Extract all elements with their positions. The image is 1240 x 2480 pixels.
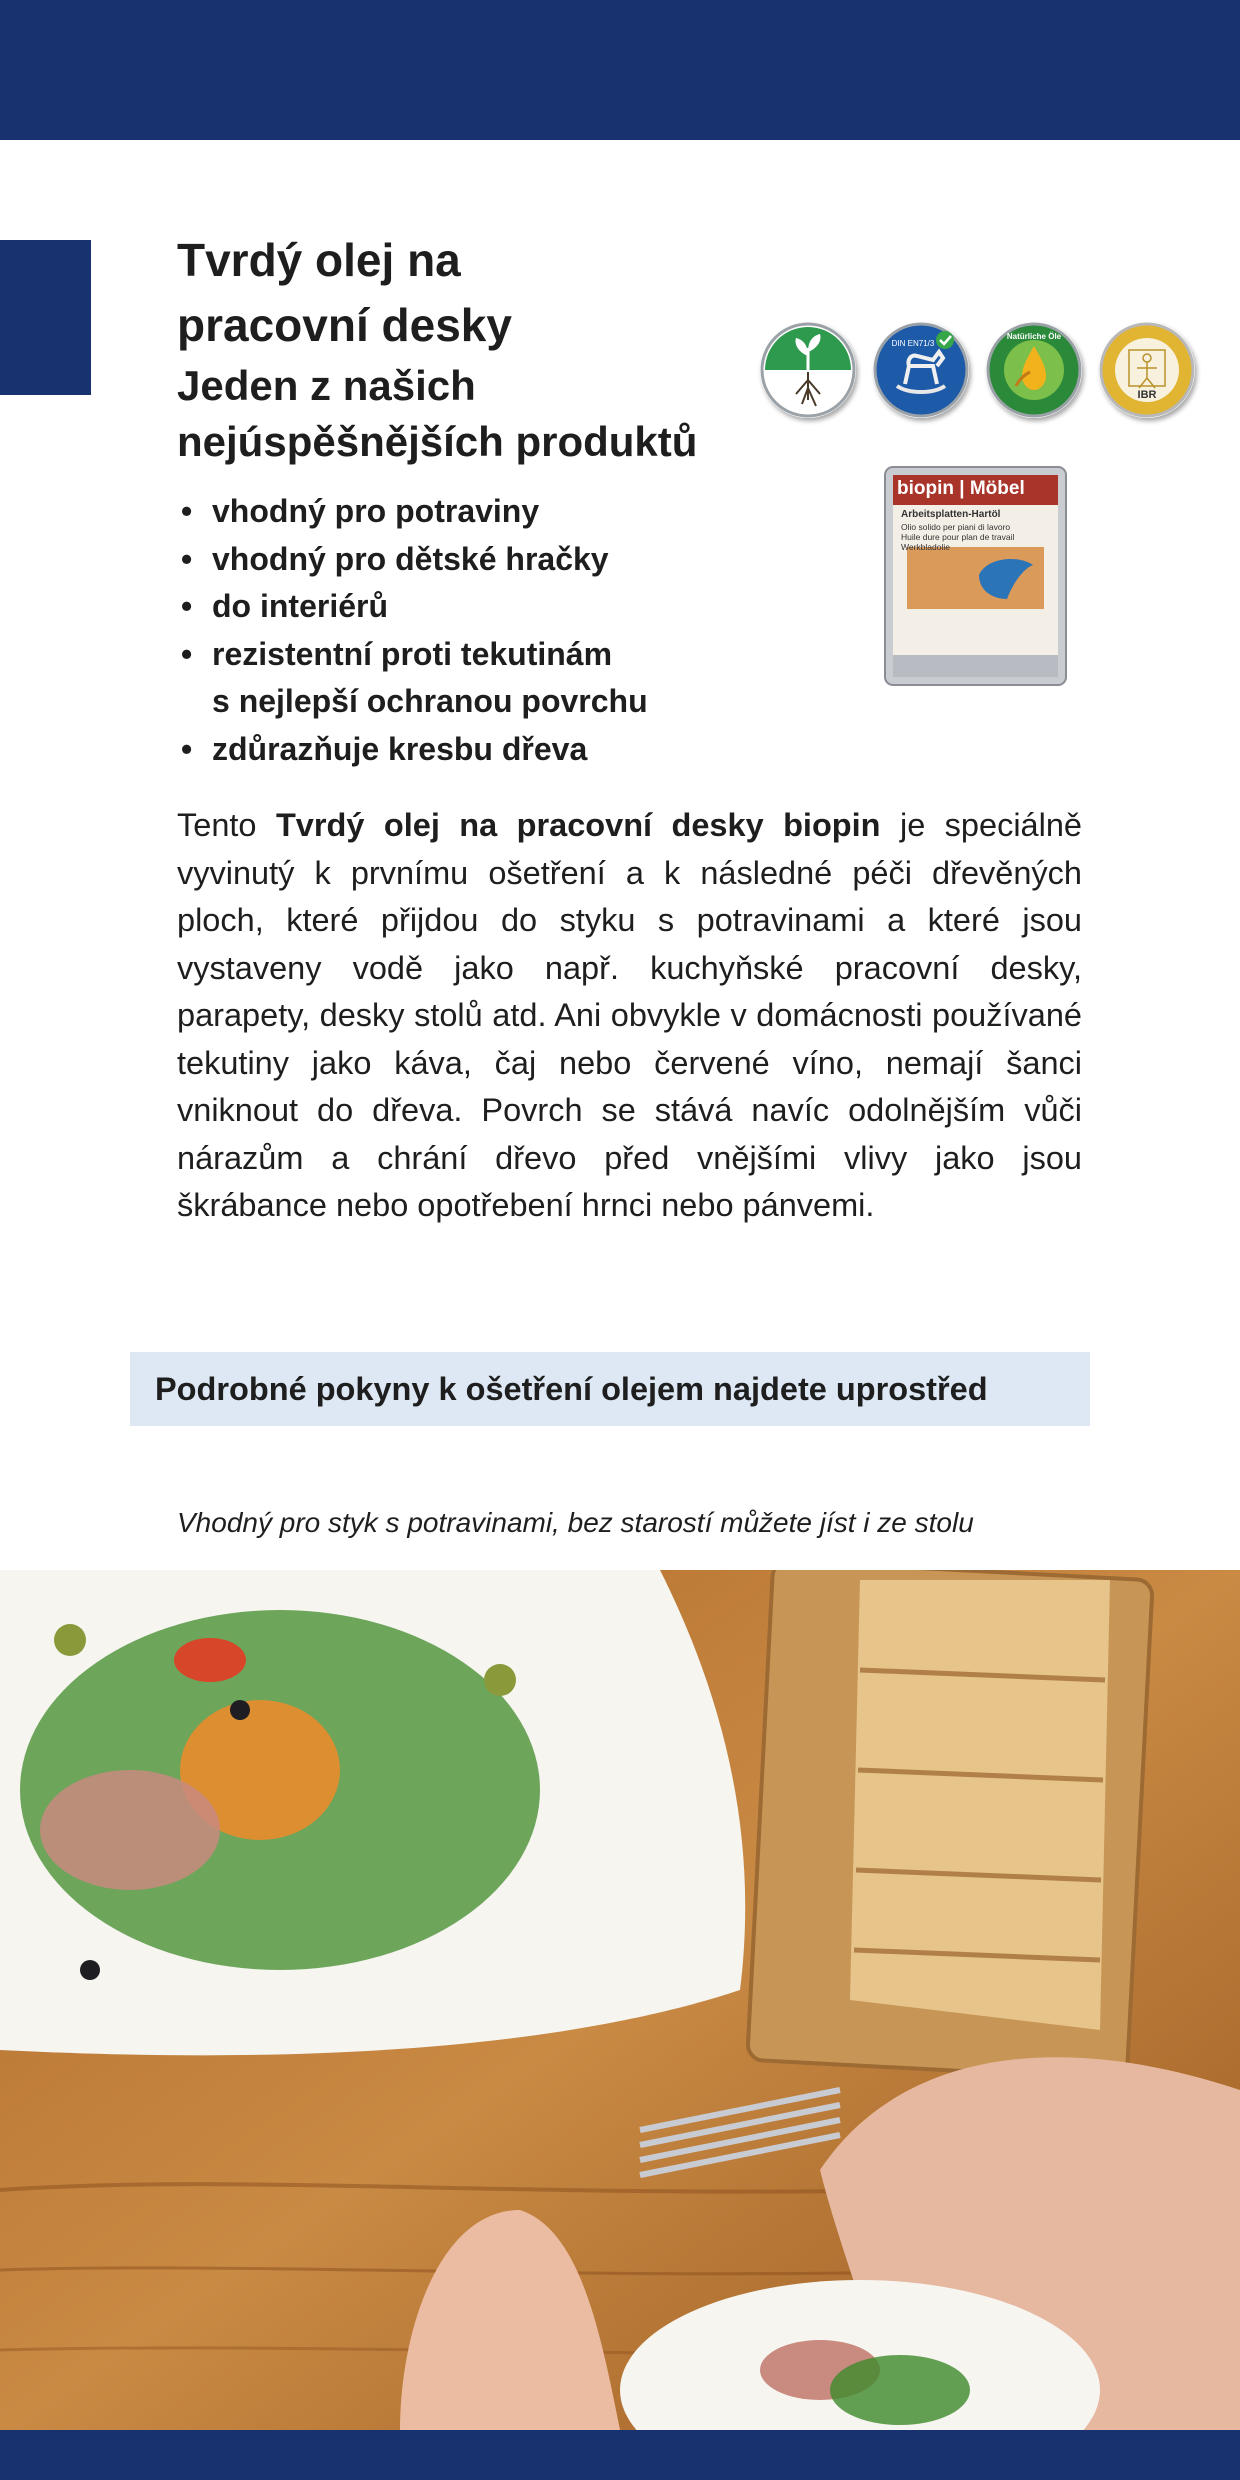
ibr-certificate-icon xyxy=(1099,322,1195,418)
rocking-horse-din-en71-3-icon xyxy=(873,322,969,418)
feature-item: • vhodný pro potraviny xyxy=(177,488,777,536)
product-can-image xyxy=(883,465,1068,687)
top-band xyxy=(0,0,1240,140)
product-can-brand: biopin | Möbel xyxy=(897,478,1025,499)
feature-item: • vhodný pro dětské hračky xyxy=(177,536,777,584)
food-photo xyxy=(0,1570,1240,2430)
product-name-bold: Tvrdý olej na pracovní desky biopin xyxy=(275,807,881,843)
page-subtitle-line-1: Jeden z našich xyxy=(177,362,476,409)
natural-oils-icon xyxy=(986,322,1082,418)
product-description: Tento Tvrdý olej na pracovní desky biopin je speciálně vyvinutý k prvnímu ošetření a k následné péči dřevěných ploch, které přijdou do styku s potravinami a které jsou vystaveny vodě jako např. kuchyňské pracovní desky, parapety, desky stolů atd. Ani obvykle v domácnosti používané tekutiny jako káva, čaj nebo červené víno, nemají šanci vniknout do dřeva. Povrch se stává navíc odolnějším vůči nárazům a chrání dřevo před vnějšími vlivy jako jsou škrábance nebo opotřebení hrnci nebo pánvemi. xyxy=(177,807,1082,1223)
page-title-line-2: pracovní desky xyxy=(177,299,512,351)
product-can-label: Arbeitsplatten-Hartöl xyxy=(901,509,1001,520)
side-tab xyxy=(0,240,91,395)
feature-item: • zdůrazňuje kresbu dřeva xyxy=(177,726,777,774)
feature-item: • rezistentní proti tekutinám s nejlepší ochranou povrchu xyxy=(177,631,777,726)
feature-item: • do interiérů xyxy=(177,583,777,631)
svg-text:IBR: IBR xyxy=(1137,389,1157,401)
product-can-label: Huile dure pour plan de travail xyxy=(901,532,1015,542)
title-block xyxy=(177,228,777,470)
page-subtitle-line-2: nejúspěšnějších produktů xyxy=(177,418,698,465)
product-can-label: Olio solido per piani di lavoro xyxy=(901,522,1011,532)
feature-list xyxy=(177,488,777,773)
instructions-callout xyxy=(130,1352,1090,1426)
photo-caption: Vhodný pro styk s potravinami, bez starostí můžete jíst i ze stolu xyxy=(177,1507,974,1538)
certification-badges xyxy=(760,322,1200,422)
product-can-label: Werkbladolie xyxy=(901,542,950,552)
callout-text: Podrobné pokyny k ošetření olejem najdete uprostřed xyxy=(155,1371,988,1407)
svg-text:DIN EN71/3: DIN EN71/3 xyxy=(891,339,935,348)
bottom-band xyxy=(0,2430,1240,2480)
page-title-line-1: Tvrdý olej na xyxy=(177,234,461,286)
plant-roots-icon xyxy=(760,322,856,418)
svg-text:Natürliche Öle: Natürliche Öle xyxy=(1006,332,1062,341)
